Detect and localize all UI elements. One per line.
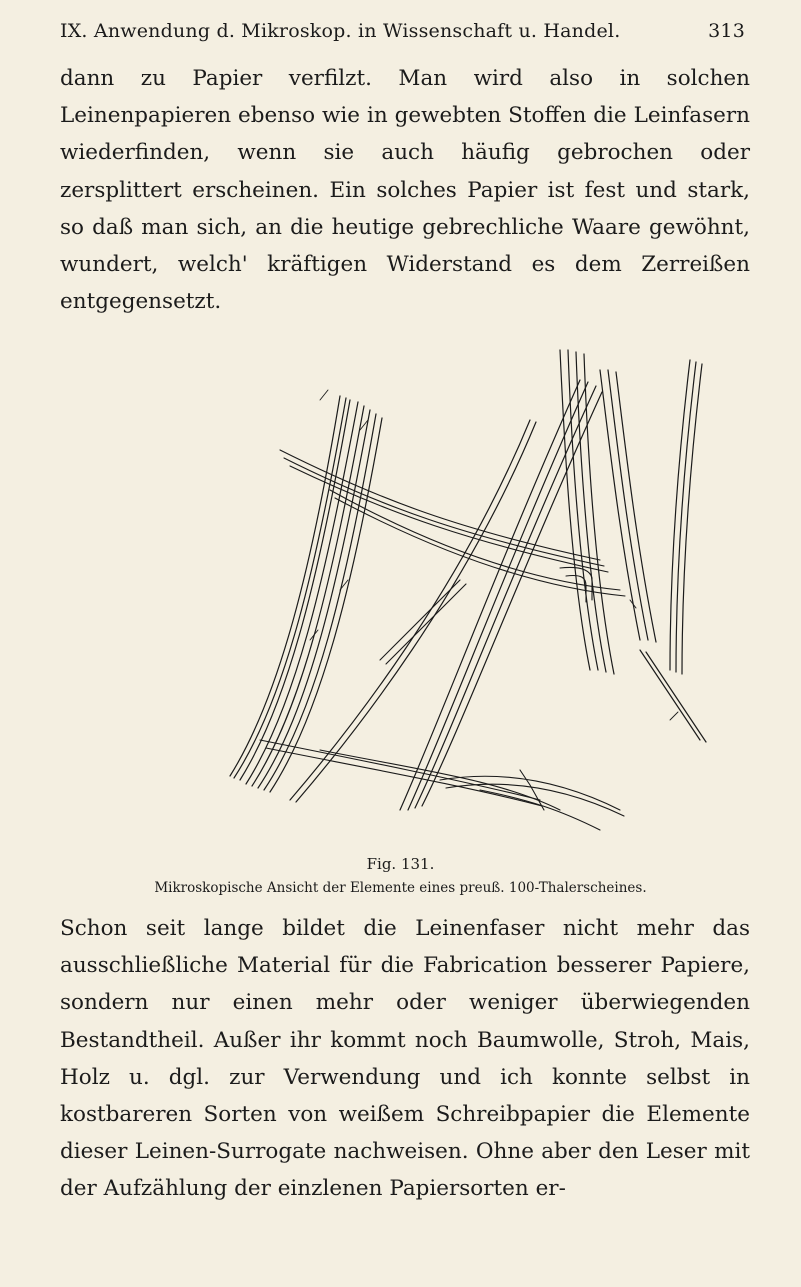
fiber-bundle-lower xyxy=(260,580,624,830)
fiber-illustration xyxy=(200,340,720,840)
fiber-bundle-right xyxy=(290,380,602,810)
figure-number: Fig. 131. xyxy=(366,855,435,873)
paragraph-text: dann zu Papier verfilzt. Man wird also in solchen Leinenpapieren ebenso wie in gewebten Stoffen die Leinfasern wiederfinden, wenn sie auch häufig gebrochen oder zersplittert erscheinen. Ein solches Papier ist fest und stark, so daß man sich, an die heutige gebrechliche Waare gewöhnt, wundert, welch' kräftigen Widerstand es dem Zerreißen entgegensetzt. xyxy=(60,66,750,315)
paragraph-top xyxy=(60,60,750,320)
running-header xyxy=(60,20,745,42)
header-page-number: 313 xyxy=(708,20,745,42)
figure-caption: Mikroskopische Ansicht der Elemente eines preuß. 100-Thalerscheines. xyxy=(154,880,647,896)
paragraph-bottom xyxy=(60,910,750,1208)
header-section-title: IX. Anwendung d. Mikroskop. in Wissenschaft u. Handel. xyxy=(60,20,621,42)
fiber-bundle-left xyxy=(230,396,382,792)
fiber-details xyxy=(310,390,678,720)
fiber-bundle-vertical xyxy=(560,350,706,742)
paragraph-text: Schon seit lange bildet die Leinenfaser nicht mehr das ausschließliche Material für die Fabrication besserer Papiere, sondern nur einen mehr oder weniger überwiegenden Bestandtheil. Außer ihr kommt noch Baumwolle, Stroh, Mais, Holz u. dgl. zur Verwendung und ich konnte selbst in kostbareren Sorten von weißem Schreibpapier die Elemente dieser Leinen-Surrogate nachweisen. Ohne aber den Leser mit der Aufzählung der einzlenen Papiersorten er- xyxy=(60,916,750,1202)
